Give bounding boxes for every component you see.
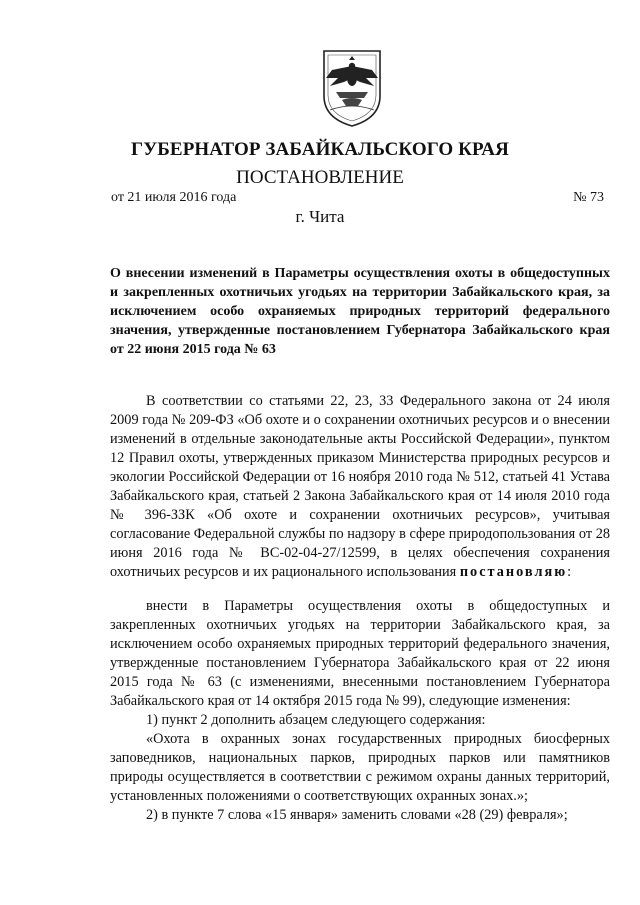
preamble-paragraph	[110, 392, 610, 582]
document-subject: О внесении изменений в Параметры осуществления охоты в общедоступных и закрепленных охотничьих угодьях на территории Забайкальского края, за исключением особо охраняемых природных территорий федерального значения, утвержденные постановлением Губернатора Забайкальского края от 22 июня 2015 года № 63	[110, 266, 610, 357]
decision-paragraph: внести в Параметры осуществления охоты в общедоступных и закрепленных охотничьих угодьях на территории Забайкальского края, за исключением особо охраняемых природных территорий федерального значения, утвержденные постановлением Губернатора Забайкальского края от 22 июня 2015 года № 63 (с изменениями, внесенными постановлением Губернатора Забайкальского края от 14 октября 2015 года № 99), следующие изменения:	[110, 598, 610, 709]
item-1: 1) пункт 2 дополнить абзацем следующего содержания:	[146, 712, 486, 728]
document-number: № 73	[573, 190, 604, 205]
preamble-text: В соответствии со статьями 22, 23, 33 Федерального закона от 24 июля 2009 года № 209-ФЗ «Об охоте и о сохранении охотничьих ресурсов и о внесении изменений в отдельные законодательные акты Российской Федерации», пунктом 12 Правил охоты, утвержденных приказом Министерства природных ресурсов и экологии Российской Федерации от 16 ноября 2010 года № 512, статьей 41 Устава Забайкальского края, статьей 2 Закона Забайкальского края от 14 июля 2010 года № 396-ЗЗК «Об охоте и сохранении охотничьих ресурсов», учитывая согласование Федеральной службы по надзору в сфере природопользования от 28 июня 2016 года № ВС-02-04-27/12599, в целях обеспечения сохранения охотничьих ресурсов и их рационального использования	[110, 393, 610, 580]
resolve-word: постановляю	[459, 564, 568, 580]
resolve-colon: :	[567, 564, 572, 580]
item-1-quote: «Охота в охранных зонах государственных природных биосферных заповедников, национальных парков, природных парков или памятников природы осуществляется в соответствии с режимом охраны данных территорий, установленных положениями о соответствующих охранных зонах.»;	[110, 731, 610, 804]
document-city: г. Чита	[295, 207, 345, 226]
coat-of-arms-icon	[318, 48, 386, 128]
item-2: 2) в пункте 7 слова «15 января» заменить словами «28 (29) февраля»;	[146, 807, 568, 823]
issuing-authority: ГУБЕРНАТОР ЗАБАЙКАЛЬСКОГО КРАЯ	[131, 139, 509, 160]
document-date: от 21 июля 2016 года	[111, 190, 237, 205]
document-type: ПОСТАНОВЛЕНИЕ	[236, 167, 404, 188]
document-body	[110, 392, 610, 825]
coat-of-arms-emblem	[318, 48, 386, 128]
